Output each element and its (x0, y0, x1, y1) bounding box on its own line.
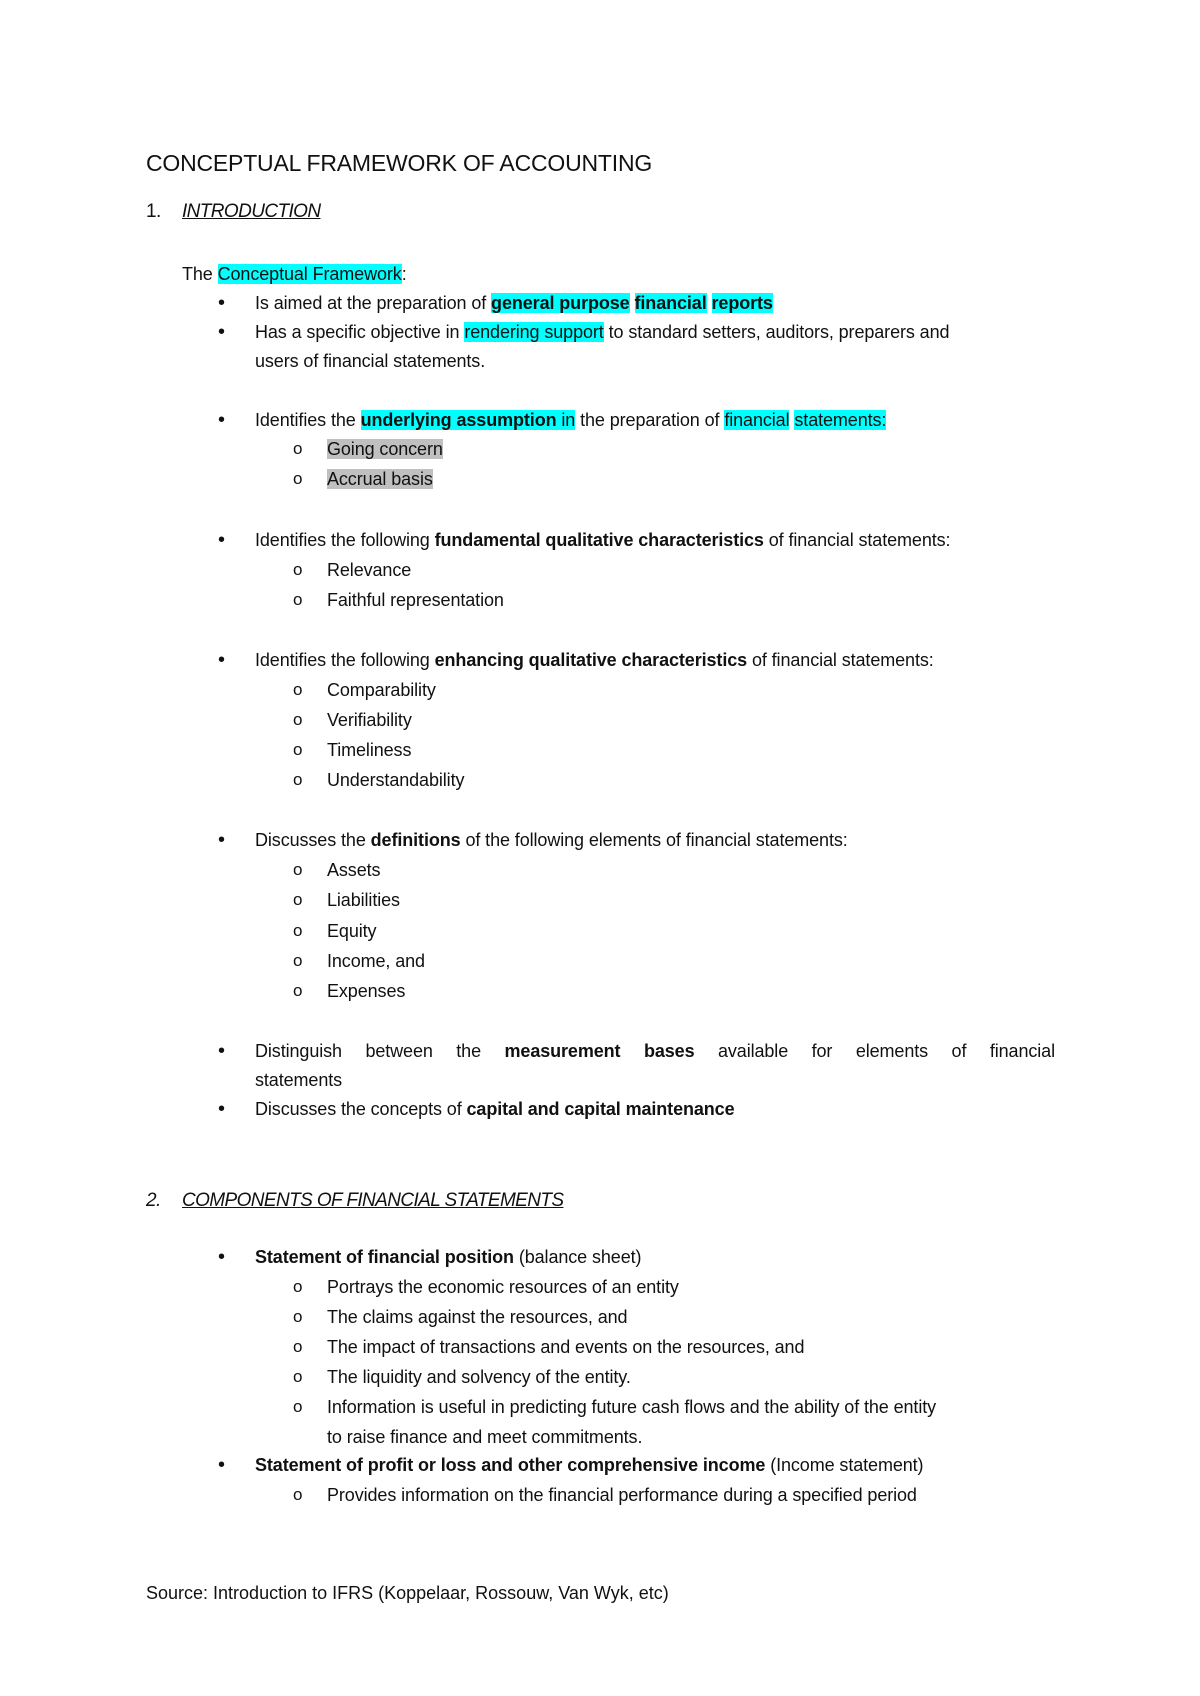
sub-bullet-icon: o (293, 1277, 303, 1296)
intro-prefix: The (182, 264, 218, 284)
sub-bullet-icon: o (293, 890, 303, 909)
assumption-going-concern: Going concern (327, 439, 443, 459)
sub-item: Assets (327, 860, 381, 880)
b7-word: available (717, 1041, 789, 1061)
b3-in: in (556, 410, 576, 430)
bullet-4-text (255, 528, 1055, 552)
b7-bold-word: measurement (504, 1041, 621, 1061)
section-2-heading (146, 1188, 563, 1214)
intro-highlight: Conceptual Framework (217, 264, 402, 284)
sub-bullet-icon: o (293, 770, 303, 789)
b8-pre: Discusses the concepts of (255, 1099, 467, 1119)
bullet-icon: • (218, 829, 226, 851)
assumption-accrual-basis: Accrual basis (327, 469, 433, 489)
sub-item: Relevance (327, 560, 412, 580)
bullet-icon: • (218, 321, 226, 343)
sub-item: Portrays the economic resources of an entity (327, 1277, 679, 1297)
b3-bold: underlying assumption (360, 410, 557, 430)
b3-mid: the preparation of (575, 410, 725, 430)
bullet-8-text (255, 1097, 1055, 1121)
sub-item: Understandability (327, 770, 465, 790)
bullet-7-text (255, 1039, 1055, 1063)
b7-bold-word: bases (643, 1041, 695, 1061)
sub-bullet-icon: o (293, 740, 303, 759)
bullet-2-line-2: users of financial statements. (255, 351, 486, 371)
b3-h1: financial (724, 410, 790, 430)
sub-item: Information is useful in predicting future cash flows and the ability of the entity (327, 1397, 937, 1417)
sub-item: Income, and (327, 951, 425, 971)
sub-bullet-icon: o (293, 951, 303, 970)
bullet-3-text (255, 408, 1055, 432)
bullet-icon: • (218, 649, 226, 671)
section-1-title: INTRODUCTION (182, 201, 321, 222)
b4-pre: Identifies the following (255, 530, 435, 550)
sub-item: Timeliness (327, 740, 412, 760)
component-2-text (255, 1453, 1055, 1477)
bullet-icon: • (218, 1040, 226, 1062)
bullet-6-text (255, 828, 1055, 852)
sub-item: Expenses (327, 981, 406, 1001)
bullet-icon: • (218, 292, 226, 314)
b1-h1: general purpose (491, 293, 630, 313)
b3-h2: statements: (794, 410, 887, 430)
sub-item: Liabilities (327, 890, 400, 910)
sub-bullet-icon: o (293, 921, 303, 940)
sub-item (327, 467, 1057, 491)
sub-bullet-icon: o (293, 1337, 303, 1356)
c1-post: (balance sheet) (513, 1247, 642, 1267)
intro-line (182, 262, 407, 286)
bullet-icon: • (218, 1246, 226, 1268)
sub-item: Provides information on the financial performance during a specified period (327, 1485, 917, 1505)
b7-word: financial (989, 1041, 1055, 1061)
sub-bullet-icon: o (293, 590, 303, 609)
sub-bullet-icon: o (293, 1397, 303, 1416)
document-title: CONCEPTUAL FRAMEWORK OF ACCOUNTING (146, 150, 653, 176)
sub-bullet-icon: o (293, 560, 303, 579)
sub-bullet-icon: o (293, 710, 303, 729)
b5-pre: Identifies the following (255, 650, 435, 670)
b2-post: to standard setters, auditors, preparers and (603, 322, 950, 342)
b7-word: for (811, 1041, 833, 1061)
bullet-icon: • (218, 529, 226, 551)
b8-bold: capital and capital maintenance (466, 1099, 735, 1119)
sub-bullet-icon: o (293, 680, 303, 699)
sub-item: The impact of transactions and events on the resources, and (327, 1337, 805, 1357)
b7-word: Distinguish (255, 1041, 342, 1061)
section-2-title: COMPONENTS OF FINANCIAL STATEMENTS (182, 1190, 564, 1211)
sub-item: Equity (327, 921, 377, 941)
b5-post: of financial statements: (747, 650, 934, 670)
c2-bold: Statement of profit or loss and other comprehensive income (255, 1455, 766, 1475)
section-1-number: 1. (146, 201, 161, 222)
intro-suffix: : (401, 264, 407, 284)
b5-bold: enhancing qualitative characteristics (434, 650, 748, 670)
sub-bullet-icon: o (293, 860, 303, 879)
bullet-icon: • (218, 409, 226, 431)
sub-bullet-icon: o (293, 981, 303, 1000)
sub-item: Comparability (327, 680, 436, 700)
b7-word: elements (855, 1041, 929, 1061)
b1-h2: financial (634, 293, 707, 313)
sub-item (327, 437, 1057, 461)
bullet-2-text (255, 320, 1055, 344)
sub-bullet-icon: o (293, 1307, 303, 1326)
bullet-1-text (255, 291, 1055, 315)
b3-pre: Identifies the (255, 410, 361, 430)
sub-item: The claims against the resources, and (327, 1307, 628, 1327)
b4-bold: fundamental qualitative characteristics (434, 530, 764, 550)
c1-bold: Statement of financial position (255, 1247, 514, 1267)
b7-word: of (951, 1041, 967, 1061)
bullet-icon: • (218, 1454, 226, 1476)
sub-bullet-icon: o (293, 469, 303, 488)
sub-bullet-icon: o (293, 1367, 303, 1386)
b7-word: the (456, 1041, 482, 1061)
b7-word: between (365, 1041, 433, 1061)
section-1-heading (146, 199, 320, 225)
bullet-7-line-2: statements (255, 1070, 343, 1090)
b4-post: of financial statements: (763, 530, 951, 550)
sub-bullet-icon: o (293, 439, 303, 458)
sub-item: The liquidity and solvency of the entity. (327, 1367, 631, 1387)
sub-item: Verifiability (327, 710, 412, 730)
sub-item: Faithful representation (327, 590, 504, 610)
sub-bullet-icon: o (293, 1485, 303, 1504)
b2-pre: Has a specific objective in (255, 322, 465, 342)
c2-post: (Income statement) (765, 1455, 924, 1475)
bullet-icon: • (218, 1098, 226, 1120)
b6-bold: definitions (370, 830, 461, 850)
sub-item-line-2: to raise finance and meet commitments. (327, 1427, 643, 1447)
b6-post: of the following elements of financial statements: (460, 830, 848, 850)
bullet-5-text (255, 648, 1055, 672)
b1-h3: reports (711, 293, 773, 313)
component-1-text (255, 1245, 1055, 1269)
section-2-number: 2. (146, 1190, 161, 1211)
b6-pre: Discusses the (255, 830, 371, 850)
b2-highlight: rendering support (464, 322, 604, 342)
b1-pre: Is aimed at the preparation of (255, 293, 492, 313)
source-footer: Source: Introduction to IFRS (Koppelaar, Rossouw, Van Wyk, etc) (146, 1583, 669, 1603)
